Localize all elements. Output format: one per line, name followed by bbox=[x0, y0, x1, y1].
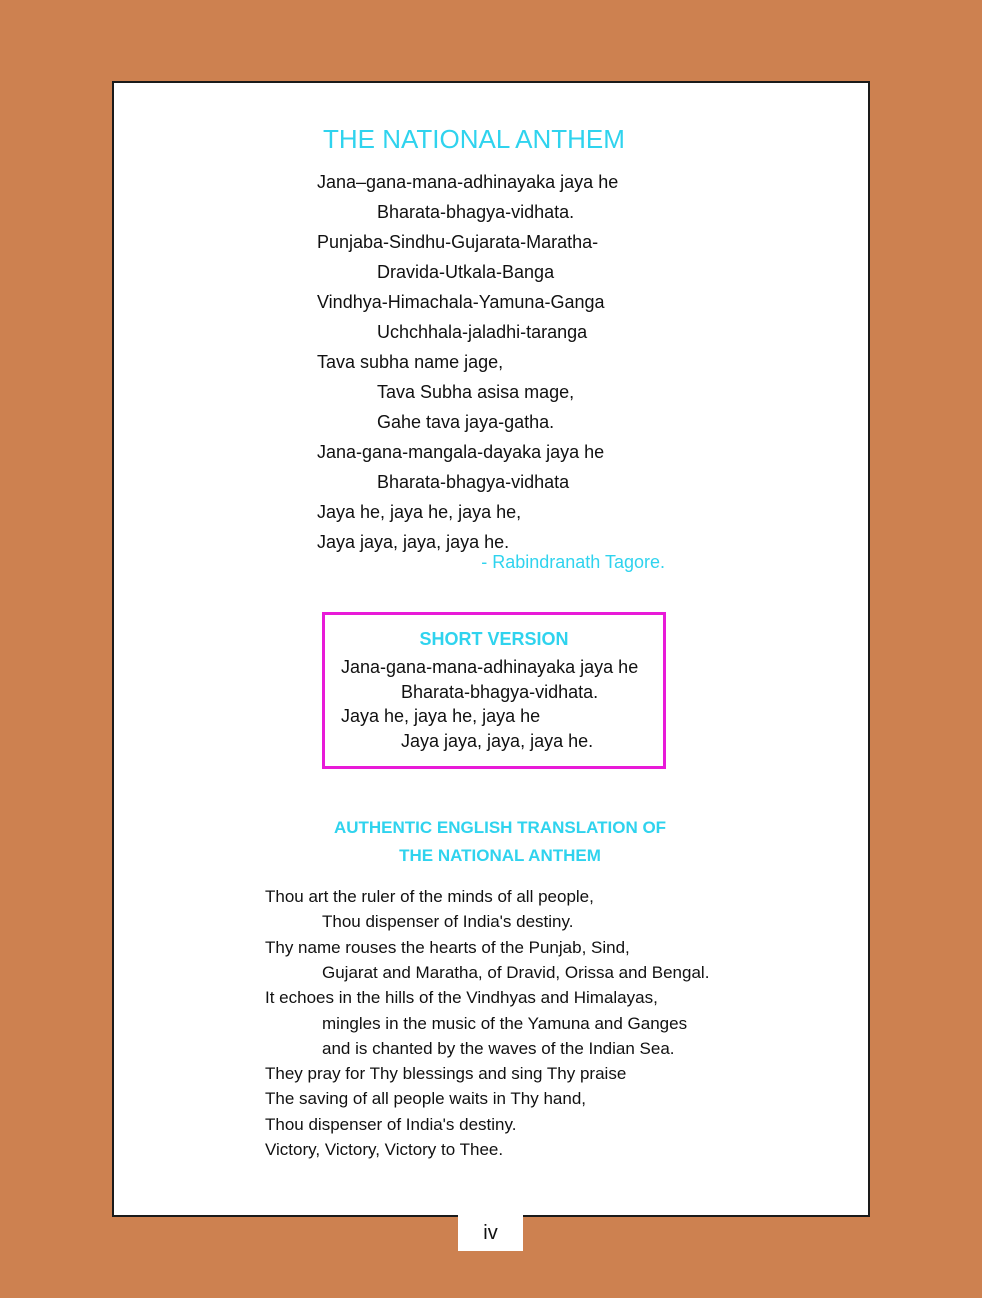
lyric-line: Tava subha name jage, bbox=[317, 352, 504, 372]
lyric-line: Thou dispenser of India's destiny. bbox=[265, 1114, 517, 1134]
lyric-line: It echoes in the hills of the Vindhyas and Himalayas, bbox=[265, 988, 658, 1008]
lyric-line: Jaya jaya, jaya, jaya he. bbox=[401, 731, 594, 752]
lyric-line: Jaya he, jaya he, jaya he bbox=[341, 706, 541, 727]
lyric-line: Bharata-bhagya-vidhata bbox=[377, 472, 570, 492]
lyric-line: Uchchhala-jaladhi-taranga bbox=[377, 322, 588, 342]
lyric-line: Thou art the ruler of the minds of all people, bbox=[265, 887, 594, 906]
attribution: - Rabindranath Tagore. bbox=[481, 552, 665, 572]
lyric-line: Jana-gana-mana-adhinayaka jaya he bbox=[341, 657, 639, 677]
lyric-line: Gahe tava jaya-gatha. bbox=[377, 412, 555, 432]
lyric-line: Dravida-Utkala-Banga bbox=[377, 262, 555, 282]
page-number: iv bbox=[458, 1215, 523, 1251]
lyric-line: mingles in the music of the Yamuna and Ganges bbox=[322, 1013, 688, 1033]
lyric-line: Bharata-bhagya-vidhata. bbox=[401, 681, 599, 702]
lyric-line: Vindhya-Himachala-Yamuna-Ganga bbox=[317, 292, 605, 312]
anthem-title: THE NATIONAL ANTHEM bbox=[323, 124, 625, 154]
lyric-line: Thy name rouses the hearts of the Punjab, Sind, bbox=[265, 937, 630, 957]
lyric-line: and is chanted by the waves of the Indian Sea. bbox=[322, 1038, 675, 1058]
translation-heading-line1: AUTHENTIC ENGLISH TRANSLATION OF bbox=[333, 818, 667, 837]
lyric-line: Jaya jaya, jaya, jaya he. bbox=[317, 532, 510, 552]
lyric-line: Tava Subha asisa mage, bbox=[377, 382, 575, 402]
lyric-line: They pray for Thy blessings and sing Thy praise bbox=[265, 1064, 627, 1084]
lyric-line: Gujarat and Maratha, of Dravid, Orissa and Bengal. bbox=[322, 962, 710, 982]
lyric-line: Jaya he, jaya he, jaya he, bbox=[317, 502, 522, 522]
short-version-title: SHORT VERSION bbox=[419, 629, 569, 649]
lyric-line: Jana–gana-mana-adhinayaka jaya he bbox=[317, 172, 619, 192]
lyric-line: Thou dispenser of India's destiny. bbox=[322, 912, 574, 932]
lyric-line: Punjaba-Sindhu-Gujarata-Maratha- bbox=[317, 232, 599, 252]
lyric-line: The saving of all people waits in Thy hand, bbox=[265, 1089, 586, 1109]
translation-heading-line2: THE NATIONAL ANTHEM bbox=[399, 846, 601, 865]
lyric-line: Victory, Victory, Victory to Thee. bbox=[265, 1140, 504, 1159]
lyric-line: Jana-gana-mangala-dayaka jaya he bbox=[317, 442, 605, 462]
lyric-line: Bharata-bhagya-vidhata. bbox=[377, 202, 575, 222]
